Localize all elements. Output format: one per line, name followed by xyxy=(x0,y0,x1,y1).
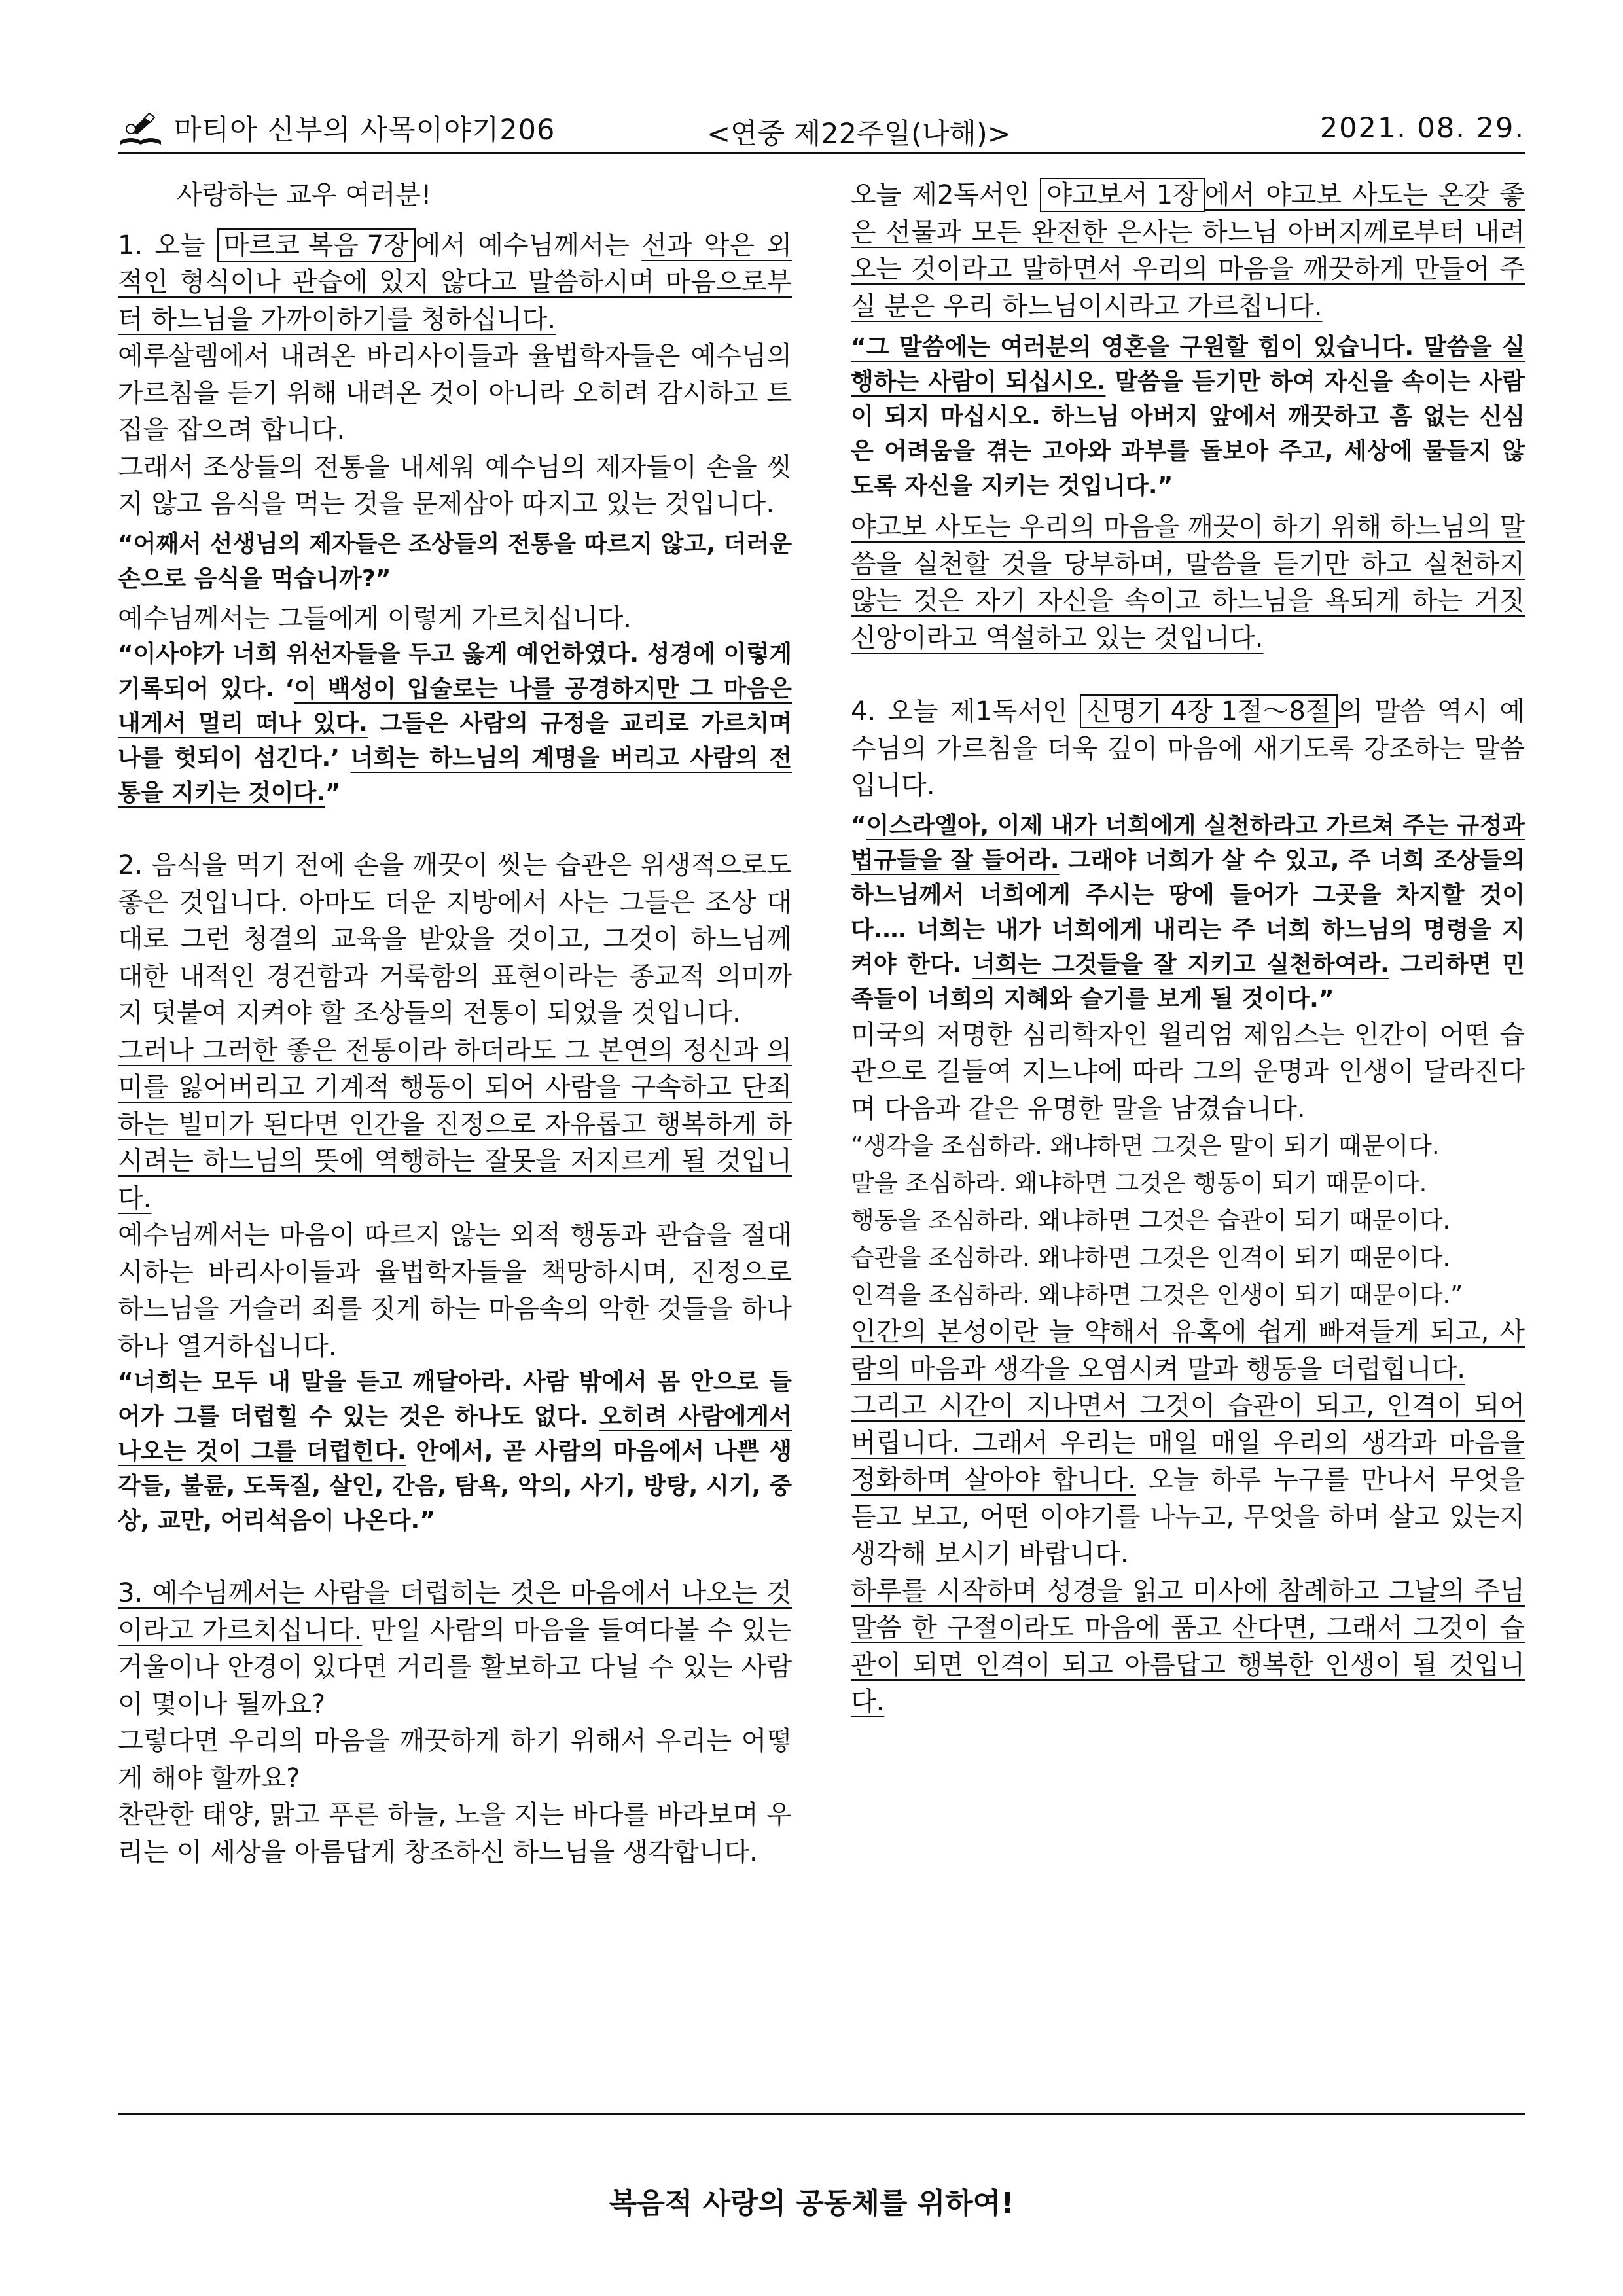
section-1-paragraph: 1. 오늘 마르코 복음 7장 에서 예수님께서는 선과 악은 외적인 형식이나 관습에 있지 않다고 말씀하시며 마음으로부터 하느님을 가까이하기를 청하십니다. xyxy=(118,227,792,338)
paragraph: 그러나 그러한 좋은 전통이라 하더라도 그 본연의 정신과 의미를 잃어버리고 기계적 행동이 되어 사람을 구속하고 단죄하는 빌미가 된다면 인간을 진정으로 자유롭고 행복하게 하시려는 하느님의 뜻에 역행하는 잘못을 저지르게 될 것입니다. xyxy=(118,1035,792,1213)
quote-block: “그 말씀에는 여러분의 영혼을 구원할 힘이 있습니다. 말씀을 실행하는 사람이 되십시오. 말씀을 듣기만 하여 자신을 속이는 사람이 되지 마십시오. 하느님 아버지 앞에서 깨끗하고 흠 없는 신심은 어려움을 겪는 고아와 과부를 돌보아 주고, 세상에 물들지 않도록 자신을 지키는 것입니다.” xyxy=(851,334,1525,499)
paragraph: 예루살렘에서 내려온 바리사이들과 율법학자들은 예수님의 가르침을 듣기 위해 내려온 것이 아니라 오히려 감시하고 트집을 잡으려 합니다. xyxy=(118,341,792,445)
quote-block: “이스라엘아, 이제 내가 너희에게 실천하라고 가르쳐 주는 규정과 법규들을 잘 들어라. 그래야 너희가 살 수 있고, 주 너희 조상들의 하느님께서 너희에게 주시는 땅에 들어가 그곳을 차지할 것이다.… 너희는 내가 너희에게 내리는 주 너희 하느님의 명령을 지켜야 한다. 너희는 그것들을 잘 지키고 실천하여라. 그리하면 민족들이 너희의 지혜와 슬기를 보게 될 것이다.” xyxy=(851,812,1525,1013)
paragraph: 오늘 제2독서인 야고보서 1장 에서 야고보 사도는 온갖 좋은 선물과 모든 완전한 은사는 하느님 아버지께로부터 내려오는 것이라고 말하면서 우리의 마음을 깨끗하게 만들어 주실 분은 우리 하느님이시라고 가르칩니다. xyxy=(851,177,1525,325)
quote-block: “어째서 선생님의 제자들은 조상들의 전통을 따르지 않고, 더러운 손으로 음식을 먹습니까?” xyxy=(118,530,792,592)
header-title: 마티아 신부의 사목이야기206 xyxy=(174,114,556,147)
left-column xyxy=(118,177,792,1871)
quote-block: “이사야가 너희 위선자들을 두고 옳게 예언하였다. 성경에 이렇게 기록되어 있다. ‘이 백성이 입술로는 나를 공경하지만 그 마음은 내게서 멀리 떠나 있다. 그들은 사람의 규정을 교리로 가르치며 나를 헛되이 섬긴다.’ 너희는 하느님의 계명을 버리고 사람의 전통을 지키는 것이다.” xyxy=(118,641,792,806)
quote-line: 말을 조심하라. 왜냐하면 그것은 행동이 되기 때문이다. xyxy=(851,1169,1427,1197)
scripture-ref-box: 신명기 4장 1절～8절 xyxy=(1080,694,1338,728)
paragraph: 그래서 조상들의 전통을 내세워 예수님의 제자들이 손을 씻지 않고 음식을 먹는 것을 문제삼아 따지고 있는 것입니다. xyxy=(118,452,792,519)
scripture-ref-box: 마르코 복음 7장 xyxy=(217,228,416,262)
quote-line: “생각을 조심하라. 왜냐하면 그것은 말이 되기 때문이다. xyxy=(851,1132,1440,1160)
paragraph: 하루를 시작하며 성경을 읽고 미사에 참례하고 그날의 주님 말씀 한 구절이라도 마음에 품고 산다면, 그래서 그것이 습관이 되면 인격이 되고 아름답고 행복한 인생이 될 것입니다. xyxy=(851,1575,1525,1717)
header-left xyxy=(118,108,555,148)
header-date: 2021. 08. 29. xyxy=(1319,112,1525,145)
header-divider xyxy=(118,152,1525,154)
footer-slogan: 복음적 사랑의 공동체를 위하여! xyxy=(609,2187,1014,2220)
page-header xyxy=(118,108,1525,149)
paragraph: 미국의 저명한 심리학자인 윌리엄 제임스는 인간이 어떤 습관으로 길들여 지느냐에 따라 그의 운명과 인생이 달라진다며 다음과 같은 유명한 말을 남겼습니다. xyxy=(851,1019,1525,1124)
quote-line: 습관을 조심하라. 왜냐하면 그것은 인격이 되기 때문이다. xyxy=(851,1244,1451,1272)
paragraph: 그렇다면 우리의 마음을 깨끗하게 하기 위해서 우리는 어떻게 해야 할까요? xyxy=(118,1726,792,1793)
right-column xyxy=(851,177,1525,1721)
james-quote xyxy=(851,1127,1525,1314)
header-liturgical-day: <연중 제22주일(나해)> xyxy=(707,118,1011,151)
section-3-paragraph: 3. 예수님께서는 사람을 더럽히는 것은 마음에서 나오는 것이라고 가르치십니다. 만일 사람의 마음을 들여다볼 수 있는 거울이나 안경이 있다면 거리를 활보하고 다닐 수 있는 사람이 몇이나 될까요? xyxy=(118,1578,792,1719)
paragraph: 예수님께서는 그들에게 이렇게 가르치십니다. xyxy=(118,603,632,634)
footer-divider xyxy=(118,2113,1525,2115)
quote-block: “너희는 모두 내 말을 듣고 깨달아라. 사람 밖에서 몸 안으로 들어가 그를 더럽힐 수 있는 것은 하나도 없다. 오히려 사람에게서 나오는 것이 그를 더럽힌다. 안에서, 곧 사람의 마음에서 나쁜 생각들, 불륜, 도둑질, 살인, 간음, 탐욕, 악의, 사기, 방탕, 시기, 중상, 교만, 어리석음이 나온다.” xyxy=(118,1369,792,1534)
section-4-paragraph: 4. 오늘 제1독서인 신명기 4장 1절～8절 의 말씀 역시 예수님의 가르침을 더욱 깊이 마음에 새기도록 강조하는 말씀입니다. xyxy=(851,693,1525,804)
section-2-paragraph: 2. 음식을 먹기 전에 손을 깨끗이 씻는 습관은 위생적으로도 좋은 것입니다. 아마도 더운 지방에서 사는 그들은 조상 대대로 그런 청결의 교육을 받았을 것이고, 그것이 하느님께 대한 내적인 경건함과 거룩함의 표현이라는 종교적 의미까지 덧붙여 지켜야 할 조상들의 전통이 되었을 것입니다. xyxy=(118,850,792,1028)
writing-hand-icon xyxy=(118,109,164,147)
quote-line: 인격을 조심하라. 왜냐하면 그것은 인생이 되기 때문이다.” xyxy=(851,1281,1463,1309)
paragraph: 야고보 사도는 우리의 마음을 깨끗이 하기 위해 하느님의 말씀을 실천할 것을 당부하며, 말씀을 듣기만 하고 실천하지 않는 것은 자기 자신을 속이고 하느님을 욕되게 하는 거짓 신앙이라고 역설하고 있는 것입니다. xyxy=(851,512,1525,653)
paragraph: 그리고 시간이 지나면서 그것이 습관이 되고, 인격이 되어 버립니다. 그래서 우리는 매일 매일 우리의 생각과 마음을 정화하며 살아야 합니다. 오늘 하루 누구를 만나서 무엇을 듣고 보고, 어떤 이야기를 나누고, 무엇을 하며 살고 있는지 생각해 보시기 바랍니다. xyxy=(851,1391,1525,1569)
paragraph: 찬란한 태양, 맑고 푸른 하늘, 노을 지는 바다를 바라보며 우리는 이 세상을 아름답게 창조하신 하느님을 생각합니다. xyxy=(118,1800,792,1867)
greeting: 사랑하는 교우 여러분! xyxy=(177,180,432,210)
paragraph: 예수님께서는 마음이 따르지 않는 외적 행동과 관습을 절대시하는 바리사이들과 율법학자들을 책망하시며, 진정으로 하느님을 거슬러 죄를 짓게 하는 마음속의 악한 것들을 하나하나 열거하십니다. xyxy=(118,1220,792,1361)
scripture-ref-box: 야고보서 1장 xyxy=(1040,178,1204,212)
quote-line: 행동을 조심하라. 왜냐하면 그것은 습관이 되기 때문이다. xyxy=(851,1206,1451,1234)
paragraph: 인간의 본성이란 늘 약해서 유혹에 쉽게 빠져들게 되고, 사람의 마음과 생각을 오염시켜 말과 행동을 더럽힙니다. xyxy=(851,1317,1525,1384)
